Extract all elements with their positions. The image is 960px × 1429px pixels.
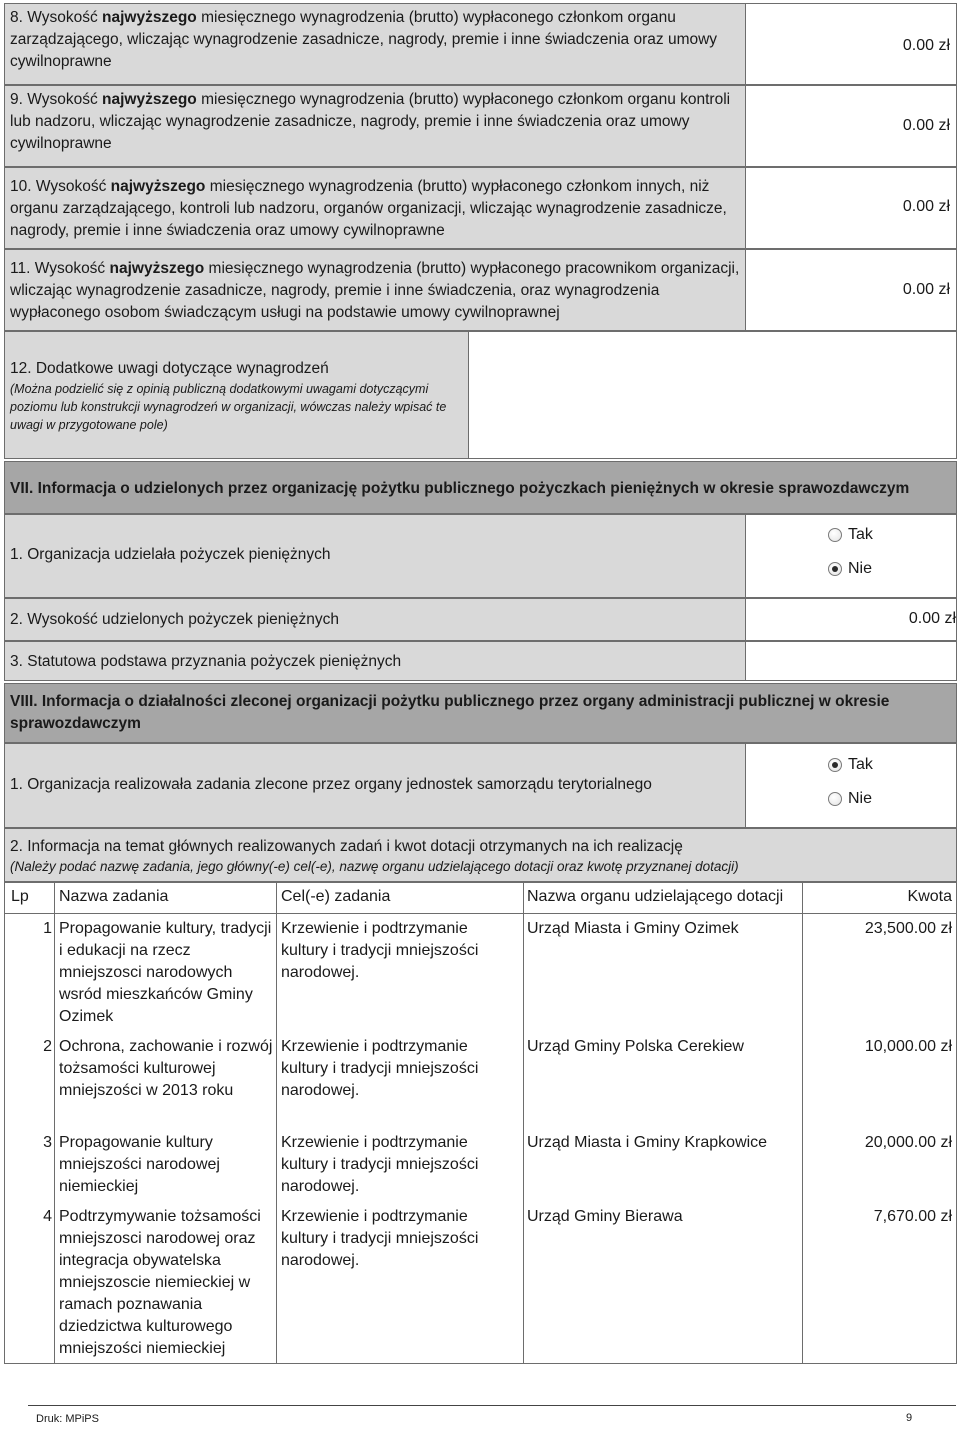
vii-q3-label: 3. Statutowa podstawa przyznania pożyczek pieniężnych — [10, 653, 402, 670]
row-3-granting-organ: Urząd Miasta i Gminy Krapkowice — [527, 1134, 768, 1151]
question-10-cell — [4, 167, 746, 249]
radio-unchecked-icon — [828, 792, 842, 806]
section-vii-header — [4, 461, 957, 514]
vii-q1-options — [745, 514, 957, 598]
row-1-task-goal: Krzewienie i podtrzymanie kultury i tradycji mniejszości narodowej. — [281, 920, 479, 981]
column-divider — [276, 883, 277, 1363]
row-1-amount: 23,500.00 zł — [864, 920, 952, 937]
row-4-granting-organ: Urząd Gminy Bierawa — [527, 1208, 683, 1225]
column-divider — [54, 883, 55, 1363]
question-11-amount: 0.00 zł — [902, 281, 950, 298]
question-11-label: 11. Wysokość najwyższego miesięcznego wynagrodzenia (brutto) wypłaconego pracownikom organizacji, wliczając wynagrodzenie zasadnicze, nagrody, premie i inne świadczenia, oraz wynagrodzenia wypłaconego osobom świadczącym usługi na podstawie umowy cywilnoprawnej — [10, 260, 740, 321]
column-divider — [523, 883, 524, 1363]
vii-q1-option-tak-label: Tak — [848, 526, 873, 543]
row-2-task-goal: Krzewienie i podtrzymanie kultury i tradycji mniejszości narodowej. — [281, 1038, 479, 1099]
question-10-amount: 0.00 zł — [902, 198, 950, 215]
question-8-amount: 0.00 zł — [902, 37, 950, 54]
footer-print-label: Druk: MPiPS — [36, 1413, 99, 1425]
row-4-task-name: Podtrzymywanie tożsamości mniejszosci narodowej oraz integracja obywatelska mniejszoscie niemieckiej w ramach poznawania dziedzictwa kulturowego mniejszości niemieckiej — [59, 1208, 261, 1357]
row-4-lp: 4 — [43, 1208, 52, 1225]
section-viii-header — [4, 683, 957, 743]
vii-q3-cell — [4, 641, 746, 681]
question-11-value-field[interactable] — [745, 249, 957, 331]
vii-q1-option-nie[interactable] — [828, 557, 873, 581]
question-9-value-field[interactable] — [745, 85, 957, 167]
question-8-cell — [4, 3, 746, 85]
radio-checked-icon — [828, 758, 842, 772]
remarks-input[interactable] — [468, 331, 957, 459]
question-9-label: 9. Wysokość najwyższego miesięcznego wynagrodzenia (brutto) wypłaconego członkom organu kontroli lub nadzoru, wliczając wynagrodzenie zasadnicze, nagrody, premie i inne świadczenia oraz umowy cywilnoprawne — [10, 91, 731, 152]
row-2-granting-organ: Urząd Gminy Polska Cerekiew — [527, 1038, 744, 1055]
vii-q3-value — [746, 642, 956, 645]
viii-q1-option-nie[interactable] — [828, 787, 873, 811]
vii-q2-label: 2. Wysokość udzielonych pożyczek pieniężnych — [10, 611, 339, 628]
question-10-value-field[interactable] — [745, 167, 957, 249]
viii-q2-note: (Należy podać nazwę zadania, jego główny(-e) cel(-e), nazwę organu udzielającego dotacji oraz kwotę przyznanej dotacji) — [10, 859, 739, 874]
row-4-amount: 7,670.00 zł — [873, 1208, 952, 1225]
vii-q2-value-field[interactable] — [745, 598, 957, 641]
vii-q2-cell — [4, 598, 746, 641]
question-8-label: 8. Wysokość najwyższego miesięcznego wynagrodzenia (brutto) wypłaconego członkom organu zarządzającego, wliczając wynagrodzenie zasadnicze, nagrody, premie i inne świadczenia oraz umowy cywilnoprawne — [10, 9, 718, 70]
remarks-value — [469, 332, 956, 335]
row-3-amount: 20,000.00 zł — [864, 1134, 952, 1151]
header-granting-organ: Nazwa organu udzielającego dotacji — [527, 888, 784, 905]
row-4-task-goal: Krzewienie i podtrzymanie kultury i tradycji mniejszości narodowej. — [281, 1208, 479, 1269]
row-2-task-name: Ochrona, zachowanie i rozwój tożsamości kulturowej mniejszości w 2013 roku — [59, 1038, 273, 1099]
tasks-table — [4, 882, 957, 1364]
table-header-divider — [5, 913, 956, 914]
remarks-cell — [4, 331, 469, 459]
viii-q2-cell — [4, 828, 957, 882]
row-2-amount: 10,000.00 zł — [864, 1038, 952, 1055]
header-amount: Kwota — [907, 888, 952, 905]
row-3-task-name: Propagowanie kultury mniejszości narodowej niemieckiej — [59, 1134, 220, 1195]
question-9-cell — [4, 85, 746, 167]
viii-q1-option-tak-label: Tak — [848, 756, 873, 773]
footer-rule — [28, 1405, 956, 1406]
vii-q1-option-nie-label: Nie — [848, 560, 873, 577]
viii-q1-cell — [4, 743, 746, 828]
viii-q2-label: 2. Informacja na temat głównych realizowanych zadań i kwot dotacji otrzymanych na ich realizację — [10, 838, 683, 855]
remarks-label: 12. Dodatkowe uwagi dotyczące wynagrodzeń — [10, 360, 329, 377]
question-11-cell — [4, 249, 746, 331]
header-task-name: Nazwa zadania — [59, 888, 169, 905]
radio-unchecked-icon — [828, 528, 842, 542]
remarks-note: (Można podzielić się z opinią publiczną dodatkowymi uwagami dotyczącymi poziomu lub konstrukcji wynagrodzeń w organizacji, wówczas należy wpisać te uwagi w przygotowane pole) — [10, 382, 447, 432]
column-divider — [802, 883, 803, 1363]
vii-q3-input[interactable] — [745, 641, 957, 681]
header-lp: Lp — [11, 888, 29, 905]
viii-q1-label: 1. Organizacja realizowała zadania zlecone przez organy jednostek samorządu terytorialnego — [10, 776, 652, 793]
viii-q1-options — [745, 743, 957, 828]
row-3-lp: 3 — [43, 1134, 52, 1151]
row-2-lp: 2 — [43, 1038, 52, 1055]
row-1-task-name: Propagowanie kultury, tradycji i edukacji na rzecz mniejszosci narodowych wsród mieszkańców Gminy Ozimek — [59, 920, 272, 1025]
question-10-label: 10. Wysokość najwyższego miesięcznego wynagrodzenia (brutto) wypłaconego członkom innych, niż organu zarządzającego, kontroli lub nadzoru, organów organizacji, wliczając wynagrodzenie zasadnicze, nagrody, premie i inne świadczenia oraz umowy cywilnoprawne — [10, 178, 727, 239]
radio-checked-icon — [828, 562, 842, 576]
row-1-lp: 1 — [43, 920, 52, 937]
viii-q1-option-tak[interactable] — [828, 753, 873, 777]
vii-q1-label: 1. Organizacja udzielała pożyczek pieniężnych — [10, 546, 331, 563]
header-task-goal: Cel(-e) zadania — [281, 888, 391, 905]
vii-q2-amount: 0.00 zł — [908, 610, 956, 627]
vii-q1-cell — [4, 514, 746, 598]
row-1-granting-organ: Urząd Miasta i Gminy Ozimek — [527, 920, 739, 937]
vii-q1-option-tak[interactable] — [828, 523, 873, 547]
footer-page-number: 9 — [906, 1412, 913, 1424]
question-8-value-field[interactable] — [745, 3, 957, 85]
section-viii-title: VIII. Informacja o działalności zleconej organizacji pożytku publicznego przez organy administracji publicznej w okresie sprawozdawczym — [10, 693, 890, 732]
section-vii-title: VII. Informacja o udzielonych przez organizację pożytku publicznego pożyczkach pieniężnych w okresie sprawozdawczym — [10, 480, 910, 497]
row-3-task-goal: Krzewienie i podtrzymanie kultury i tradycji mniejszości narodowej. — [281, 1134, 479, 1195]
question-9-amount: 0.00 zł — [902, 117, 950, 134]
viii-q1-option-nie-label: Nie — [848, 790, 873, 807]
